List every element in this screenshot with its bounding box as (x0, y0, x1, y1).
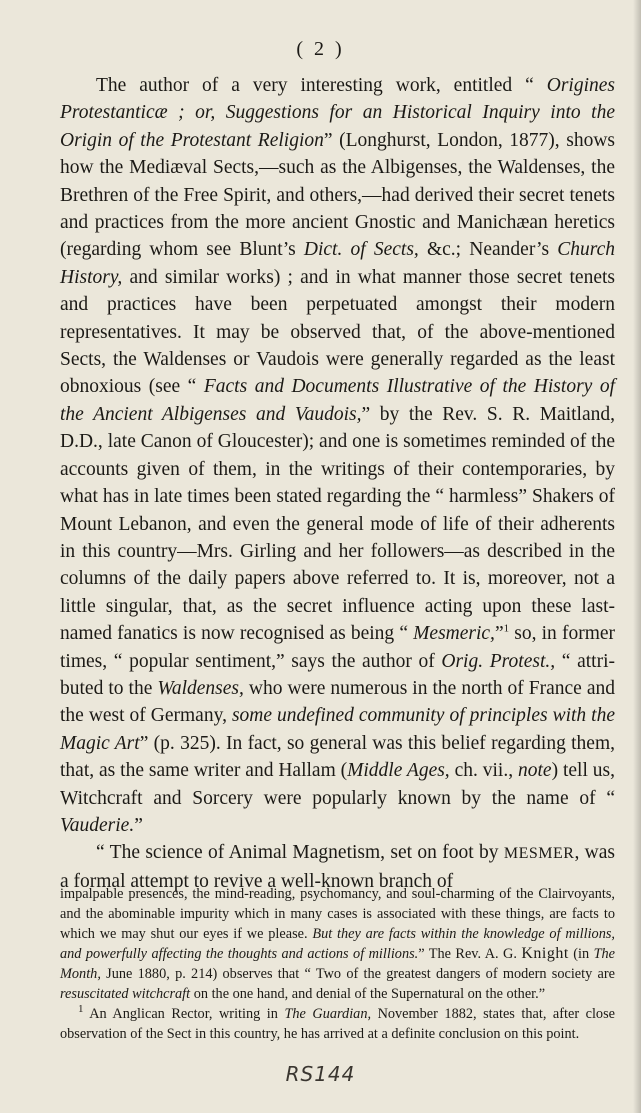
italic-text: Waldenses, (157, 677, 244, 699)
italic-text: some undefined community of principles with the Magic Art (60, 705, 615, 754)
page-edge-shadow (633, 0, 641, 1113)
main-text (60, 72, 615, 895)
italic-text: The Month, (60, 946, 616, 982)
text-run: on the one hand, and denial of the Supernatural on the other.” (190, 986, 546, 1002)
text-run: so, in former times, “ popular sentiment,” says the author of (60, 623, 616, 672)
footnote-marker: 1 (78, 1003, 84, 1016)
paragraph (60, 72, 615, 839)
text-run: &c.; Neander’s (418, 239, 558, 261)
text-run: ” (p. 325). In fact, so general was this belief regarding them, that, as the same writer and Hallam ( (60, 732, 616, 782)
page-number: ( 2 ) (296, 38, 345, 60)
text-run: “ The science of Animal Magnetism, set on foot by (96, 842, 504, 864)
italic-text: Facts and Documents Illustrative of the History of the Ancient Albigenses and Vaudois, (60, 376, 615, 425)
text-run: ” by the Rev. S. R. Maitland, D.D., late Canon of Gloucester); and one is sometimes reminded of the accounts given of them, in the writings of their contemporaries, by what has in late times been stated regarding the “ harmless” Shakers of Mount Lebanon, and even the general mode of life of their adherents in this country—Mrs. Girling and her followers—as described in the columns of the daily papers above referred to. It is, moreover, not a little singular, that, as the secret influence acting upon these last-named fanatics is now recognised as being “ (60, 403, 615, 645)
text-run: ) tell us, Witchcraft and Sorcery were popularly known by the name of “ (60, 760, 615, 809)
text-run: (in (568, 946, 594, 962)
footnote-area (60, 884, 615, 1044)
text-run: An Anglican Rector, writing in (83, 1006, 285, 1022)
italic-text: But they are facts within the knowledge of millions, and powerfully affecting the thoughts and actions of millions. (60, 926, 615, 962)
text-run: November 1882, states that, after close observation of the Sect in this country, he has arrived at a definite conclusion on this point. (60, 1006, 615, 1042)
text-run: The author of a very interesting work, entitled “ (96, 75, 547, 96)
italic-text: Origines Protestanticæ ; or, Suggestions for an Historical Inquiry into the Origin of the Protestant Religion (60, 75, 615, 151)
italic-text: note (518, 760, 552, 782)
small-caps-text: Knight (521, 945, 569, 962)
text-run: impalpable presences, the mind-reading, psychomancy, and soul-charming of the Clairvoyants, and the abominable impurity which in many cases is associated with these things, are facts to which we may shut our eyes if we please. (60, 886, 615, 942)
text-run: “ attributed to the (60, 650, 615, 699)
italic-text: Vauderie. (60, 814, 135, 836)
text-run: who were numerous in the north of France and the west of Germany, (60, 677, 615, 727)
footnote-reference: 1 (503, 622, 510, 635)
footnote-continuation (60, 884, 615, 1004)
text-run: and similar works) ; and in what manner those secret tenets and practices have been perpetuated amongst their modern representatives. It may be observed that, of the above-mentioned Sects, the Waldenses or Vaudois were generally regarded as the least obnoxious (see “ (60, 266, 615, 398)
italic-text: Church History, (60, 239, 615, 288)
text-run: , was a formal attempt to revive a well-known branch of (60, 842, 616, 892)
italic-text: Orig. Protest., (441, 650, 556, 672)
text-run: ” The Rev. A. G. (418, 946, 522, 962)
italic-text: Dict. of Sects, (303, 239, 419, 261)
italic-text: Mesmeric, (413, 623, 495, 645)
text-run: June 1880, p. 214) observes that “ Two of the greatest dangers of modern society are (100, 966, 615, 982)
italic-text: The Guardian, (284, 1006, 372, 1022)
text-run: ” (134, 814, 143, 836)
library-reference-mark: RS144 (285, 1062, 356, 1086)
footnote (60, 1004, 615, 1044)
text-run: ” (Longhurst, London, 1877), shows how the Mediæval Sects,—such as the Albigenses, the Waldenses, the Brethren of the Free Spirit, and others,—had derived their secret tenets and practices from the more ancient Gnostic and Manichæan heretics (regarding whom see Blunt’s (60, 129, 615, 261)
italic-text: resuscitated witchcraft (60, 986, 191, 1002)
text-run: ” (494, 623, 504, 645)
small-caps-text: MESMER (503, 845, 575, 863)
italic-text: Middle Ages, (347, 760, 450, 782)
text-run: ch. vii., (449, 760, 518, 782)
